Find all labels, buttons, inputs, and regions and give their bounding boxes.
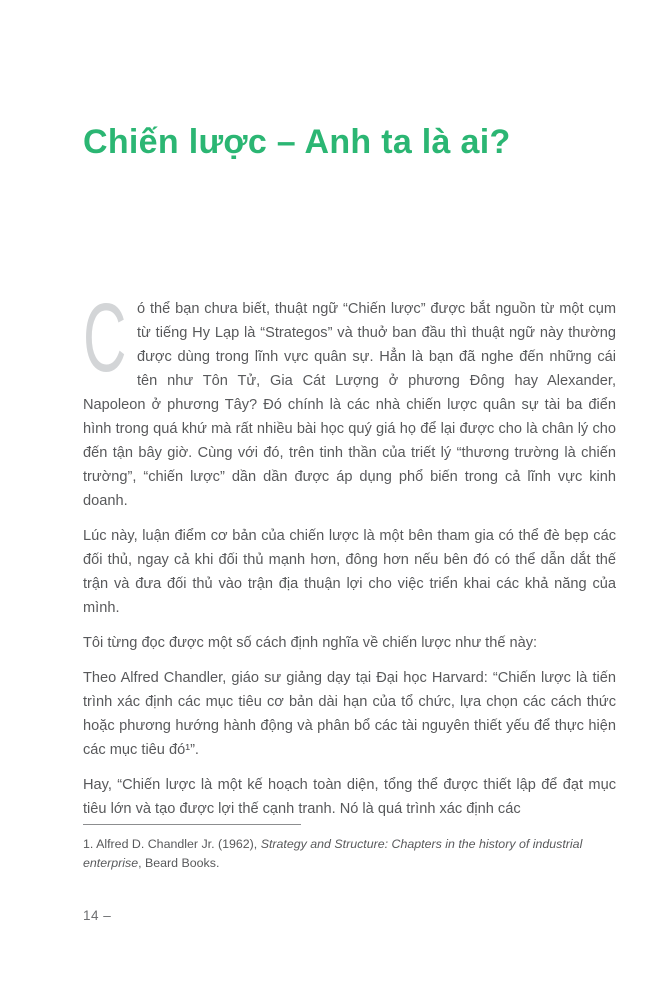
paragraph: Lúc này, luận điểm cơ bản của chiến lược là một bên tham gia có thể đè bẹp các đối thủ, ngay cả khi đối thủ mạnh hơn, đông hơn nếu bên đó có thể dẫn dắt thế trận và đưa đối thủ vào trận địa thuận lợi cho việc triển khai các khả năng của mình.	[83, 528, 616, 616]
body-text	[83, 283, 616, 821]
intro-paragraph	[83, 283, 616, 513]
drop-cap-letter: C	[83, 283, 127, 392]
paragraph: Tôi từng đọc được một số cách định nghĩa về chiến lược như thế này:	[83, 635, 538, 651]
footnote-citation-suffix: , Beard Books.	[138, 856, 220, 870]
chapter-title: Chiến lược – Anh ta là ai?	[83, 123, 511, 161]
footnote-area	[83, 824, 616, 873]
paragraph: Hay, “Chiến lược là một kế hoạch toàn diện, tổng thể được thiết lập để đạt mục tiêu lớn và tạo được lợi thế cạnh tranh. Nó là quá trình xác định các	[83, 777, 616, 817]
intro-paragraph-text: ó thể bạn chưa biết, thuật ngữ “Chiến lược” được bắt nguồn từ một cụm từ tiếng Hy Lạp là “Strategos” và thuở ban đầu thì thuật ngữ này thường được dùng trong lĩnh vực quân sự. Hẳn là bạn đã nghe đến những cái tên như Tôn Tử, Gia Cát Lượng ở phương Đông hay Alexander, Napoleon ở phương Tây? Đó chính là các nhà chiến lược quân sự tài ba điển hình trong quá khứ mà rất nhiều bài học quý giá họ để lại được cho là chân lý cho đến tận bây giờ. Cùng với đó, trên tinh thần của triết lý “thương trường là chiến trường”, “chiến lược” dần dần được áp dụng phổ biến trong cả lĩnh vực kinh doanh.	[83, 301, 616, 509]
footnote-citation-prefix: 1. Alfred D. Chandler Jr. (1962),	[83, 837, 261, 851]
page-number: 14 –	[83, 908, 112, 923]
footnote-book-title: Strategy and Structure: Chapters in the history of industrial enterprise	[83, 837, 583, 870]
footnote	[83, 835, 616, 873]
footnote-divider	[83, 824, 301, 825]
paragraph: Theo Alfred Chandler, giáo sư giảng dạy tại Đại học Harvard: “Chiến lược là tiến trình xác định các mục tiêu cơ bản dài hạn của tổ chức, lựa chọn các cách thức hoặc phương hướng hành động và phân bổ các tài nguyên thiết yếu để thực hiện các mục tiêu đó¹”.	[83, 670, 616, 758]
